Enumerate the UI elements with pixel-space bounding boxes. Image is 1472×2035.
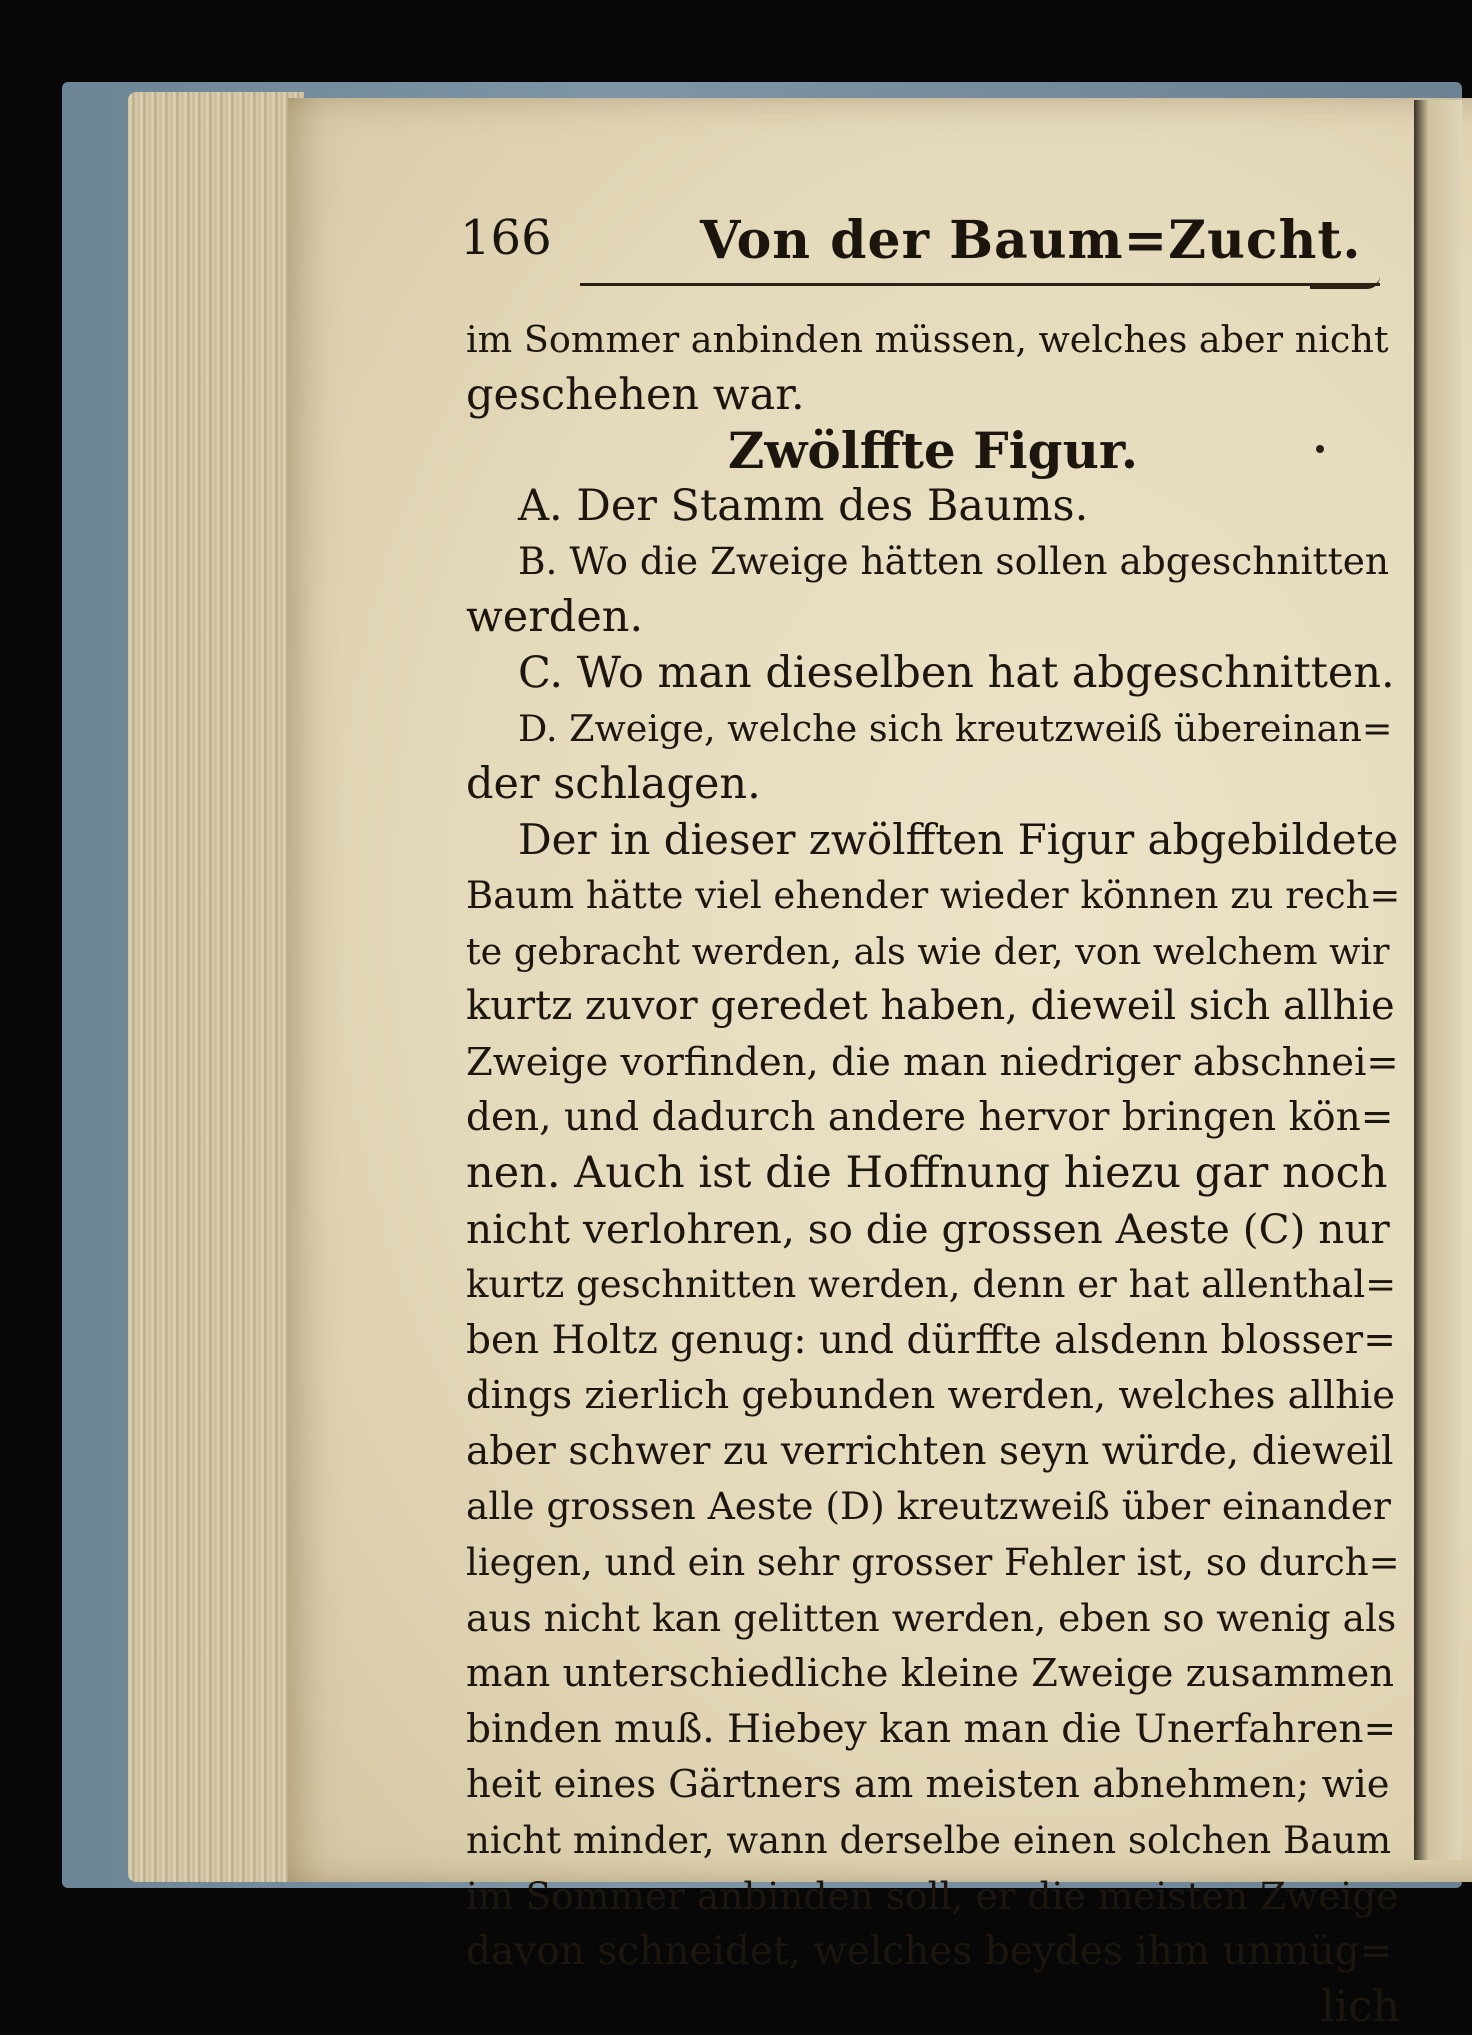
text-line: im Sommer anbinden müssen, welches aber nicht <box>466 318 1389 361</box>
running-title: Von der Baum=Zucht. <box>700 210 1362 271</box>
text-line: aber schwer zu verrichten seyn würde, dieweil <box>466 1428 1394 1474</box>
header-rule-flourish <box>1310 276 1380 289</box>
text-line: Baum hätte viel ehender wieder können zu rech= <box>466 873 1401 917</box>
text-line: im Sommer anbinden soll, er die meisten Zweige <box>466 1873 1399 1918</box>
text-line: geschehen war. <box>466 369 805 420</box>
catchword: lich <box>1320 1981 1400 2032</box>
text-line: kurtz geschnitten werden, denn er hat allenthal= <box>466 1263 1397 1307</box>
section-heading: Zwölffte Figur. <box>727 421 1139 481</box>
text-line: liegen, und ein sehr grosser Fehler ist, so durch= <box>466 1541 1400 1585</box>
text-line: te gebracht werden, als wie der, von welchem wir <box>466 929 1390 973</box>
legend-item-b: B. Wo die Zweige hätten sollen abgeschnitten <box>518 539 1390 584</box>
paragraph-start: Der in dieser zwölfften Figur abgebildete <box>518 815 1399 865</box>
text-line: alle grossen Aeste (D) kreutzweiß über einander <box>466 1484 1391 1529</box>
text-line: binden muß. Hiebey kan man die Unerfahren= <box>466 1706 1397 1752</box>
text-line: dings zierlich gebunden werden, welches allhie <box>466 1373 1396 1419</box>
text-line: werden. <box>466 591 644 642</box>
text-line: heit eines Gärtners am meisten abnehmen; wie <box>466 1762 1390 1808</box>
legend-item-a: A. Der Stamm des Baums. <box>518 480 1089 531</box>
text-line: den, und dadurch andere hervor bringen kön= <box>466 1095 1394 1141</box>
text-line: kurtz zuvor geredet haben, dieweil sich allhie <box>466 983 1395 1030</box>
page-edges <box>128 92 304 1882</box>
header-rule <box>580 283 1380 286</box>
text-line: man unterschiedliche kleine Zweige zusammen <box>466 1651 1395 1697</box>
text-line: der schlagen. <box>466 758 761 809</box>
facing-page-edge <box>1414 100 1462 1860</box>
legend-item-d: D. Zweige, welche sich kreutzweiß übereinan= <box>518 707 1393 751</box>
text-line: davon schneidet, welches beydes ihm unmüg= <box>466 1929 1393 1975</box>
text-line: nicht minder, wann derselbe einen solchen Baum <box>466 1819 1392 1863</box>
page-number: 166 <box>460 210 552 266</box>
legend-item-c: C. Wo man dieselben hat abgeschnitten. <box>518 647 1395 698</box>
running-head <box>460 210 1440 280</box>
text-line: nen. Auch ist die Hoffnung hiezu gar noch <box>466 1147 1388 1198</box>
body-text <box>466 312 1400 2035</box>
text-line: nicht verlohren, so die grossen Aeste (C) nur <box>466 1204 1390 1253</box>
text-line: ben Holtz genug: und dürffte alsdenn blosser= <box>466 1317 1396 1363</box>
text-line: Zweige vorfinden, die man niedriger abschnei= <box>466 1039 1399 1085</box>
text-line: aus nicht kan gelitten werden, eben so wenig als <box>466 1595 1397 1640</box>
